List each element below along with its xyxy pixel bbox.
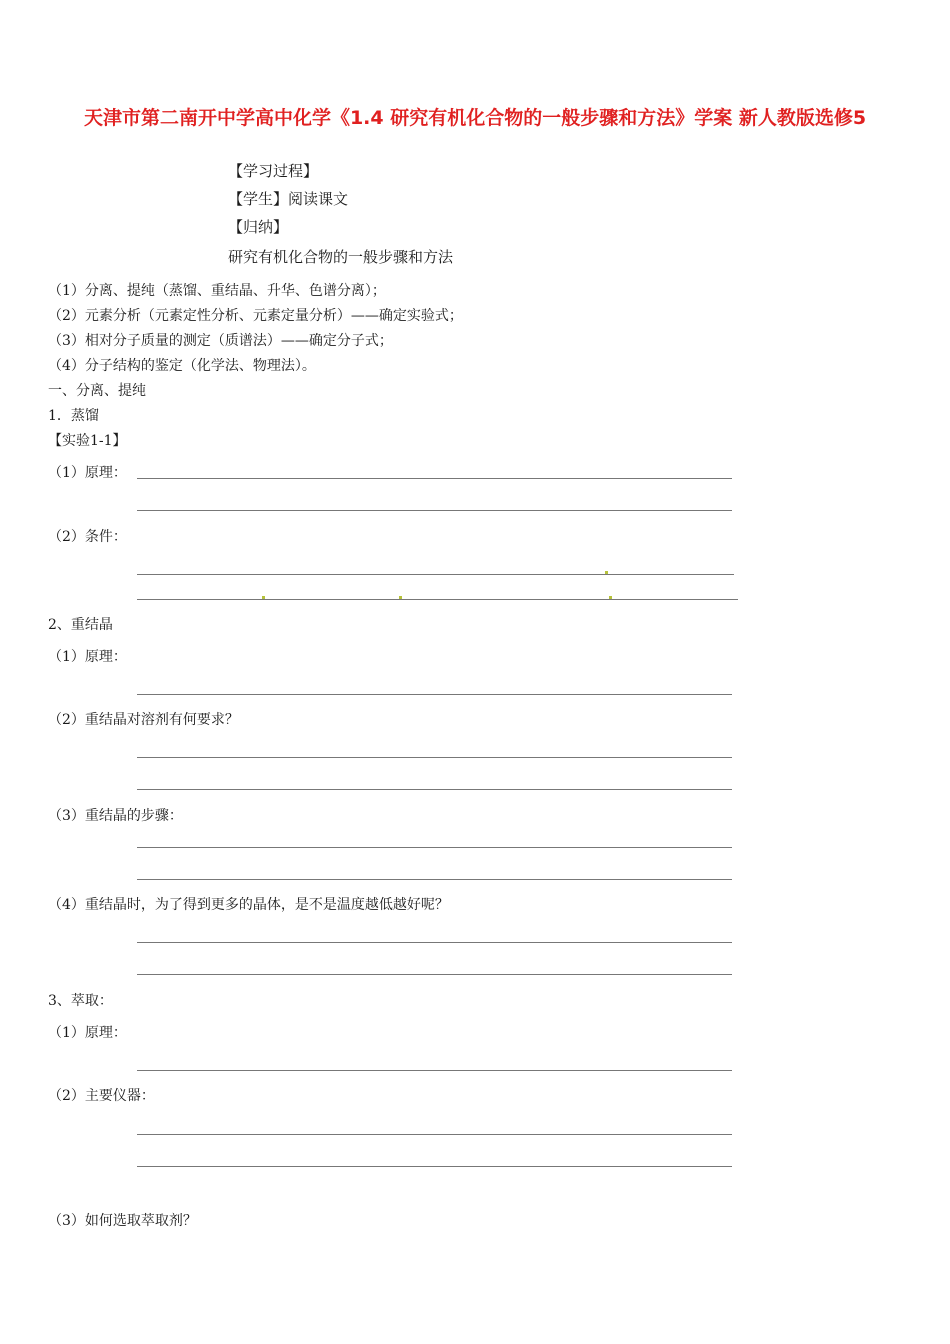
recrystallization-principle-label: （1）原理： xyxy=(48,649,127,665)
answer-line xyxy=(137,879,732,880)
main-instruments-label: （2）主要仪器： xyxy=(48,1088,155,1104)
answer-line xyxy=(137,789,732,790)
answer-line xyxy=(137,1134,732,1135)
section3-heading: 3、萃取： xyxy=(48,993,113,1009)
page-title: 天津市第二南开中学高中化学《1.4 研究有机化合物的一般步骤和方法》学案 新人教版选修5 xyxy=(83,107,867,129)
step-3: （3）相对分子质量的测定（质谱法）——确定分子式； xyxy=(48,333,393,349)
extraction-principle-label: （1）原理： xyxy=(48,1025,127,1041)
solvent-requirement-question: （2）重结晶对溶剂有何要求？ xyxy=(48,712,239,728)
header-student-reading: 【学生】阅读课文 xyxy=(228,190,349,208)
extractant-selection-question: （3）如何选取萃取剂？ xyxy=(48,1213,197,1229)
header-learning-process: 【学习过程】 xyxy=(228,162,319,180)
answer-line xyxy=(137,1166,732,1167)
answer-line xyxy=(137,694,732,695)
answer-line xyxy=(137,757,732,758)
answer-line xyxy=(137,942,732,943)
answer-line xyxy=(137,574,734,575)
section2-heading: 2、重结晶 xyxy=(48,617,113,633)
header-summary: 【归纳】 xyxy=(228,218,289,236)
distillation-principle-label: （1）原理： xyxy=(48,465,127,481)
recrystallization-steps-label: （3）重结晶的步骤： xyxy=(48,808,183,824)
section1-heading: 一、分离、提纯 xyxy=(48,383,146,399)
answer-line xyxy=(137,974,732,975)
experiment-label: 【实验1-1】 xyxy=(48,433,127,449)
step-1: （1）分离、提纯（蒸馏、重结晶、升华、色谱分离）； xyxy=(48,283,386,299)
temperature-question: （4）重结晶时，为了得到更多的晶体，是不是温度越低越好呢？ xyxy=(48,897,449,913)
decorative-dot xyxy=(399,596,402,599)
answer-line xyxy=(137,1070,732,1071)
step-2: （2）元素分析（元素定性分析、元素定量分析）——确定实验式； xyxy=(48,308,463,324)
answer-line xyxy=(137,847,732,848)
answer-line xyxy=(137,510,732,511)
answer-line xyxy=(137,599,738,600)
decorative-dot xyxy=(605,571,608,574)
answer-line xyxy=(137,478,732,479)
distillation-condition-label: （2）条件： xyxy=(48,529,127,545)
distillation-heading: 1．蒸馏 xyxy=(48,408,99,424)
method-heading: 研究有机化合物的一般步骤和方法 xyxy=(228,248,454,266)
step-4: （4）分子结构的鉴定（化学法、物理法）。 xyxy=(48,358,316,374)
decorative-dot xyxy=(262,596,265,599)
decorative-dot xyxy=(609,596,612,599)
